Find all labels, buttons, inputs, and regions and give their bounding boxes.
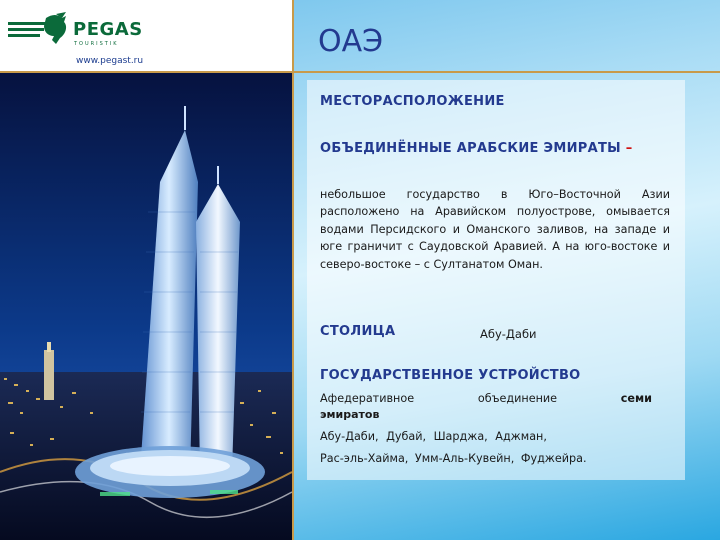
emirates-list-line1: Абу-Даби, Дубай, Шарджа, Аджман, (320, 430, 547, 443)
gov-word-2: объединение (477, 392, 558, 405)
dubai-towers-photo (0, 72, 292, 540)
government-text (320, 392, 670, 405)
location-heading: МЕСТОРАСПОЛОЖЕНИЕ (320, 94, 505, 109)
government-heading: ГОСУДАРСТВЕННОЕ УСТРОЙСТВО (320, 368, 581, 383)
website-link[interactable]: www.pegast.ru (76, 56, 144, 66)
night-city-image (0, 72, 292, 540)
country-heading (320, 138, 670, 160)
header-divider (0, 71, 720, 73)
brand-name: PEGAS (73, 19, 143, 40)
vertical-divider (292, 0, 294, 540)
emirates-list-line2: Рас-эль-Хайма, Умм-Аль-Кувейн, Фуджейра. (320, 452, 587, 465)
capital-value: Абу-Даби (480, 327, 537, 341)
slide-title: ОАЭ (318, 24, 384, 59)
gov-word-1: Афедеративное (320, 392, 415, 405)
country-dash: – (625, 141, 633, 156)
pegasus-logo-icon (8, 12, 70, 46)
brand-subtitle: TOURISTIK (74, 41, 119, 47)
description-text: небольшое государство в Юго–Восточной Азии расположено на Аравийском полуострове, омывается водами Персидского и Оманского заливов, на западе и юге граничит с Саудовской Аравией. А на юго-востоке и северо-востоке – с Султанатом Оман. (320, 188, 670, 271)
capital-heading: СТОЛИЦА (320, 324, 396, 339)
country-name: ОБЪЕДИНЁННЫЕ АРАБСКИЕ ЭМИРАТЫ (320, 141, 621, 156)
logo-area (0, 0, 292, 72)
gov-word-3: семи (620, 392, 652, 405)
gov-word-4: эмиратов (320, 408, 380, 421)
